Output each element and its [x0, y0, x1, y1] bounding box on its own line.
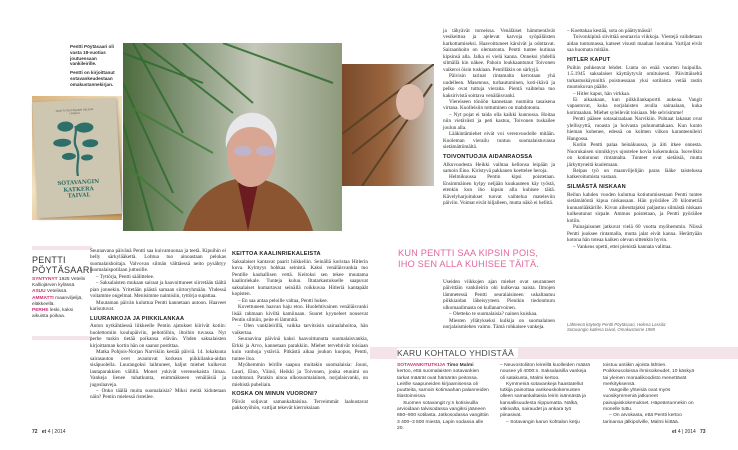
body-paragraph: Myöhemmin leirille saapuu muitakin suomalaisia: Jouni, Lauri, Eino, Väinö, Heikki ja Toivonen, jonka etunimi on unohtunut. Parakin ainoa ulkosuomalainen, norjalaisvanki, on miehistä puheliain. [232, 362, 368, 388]
body-paragraph: – Hitler kaput, hän virkkaa. [573, 90, 631, 97]
pull-quote-line: IHO SEN ALLA KUHISEE TÄITÄ. [398, 258, 540, 269]
fact-born [32, 277, 90, 289]
sidebar-top-bar [32, 246, 92, 250]
pull-quote-line: KUN PENTTI SAA KIPSIN POIS, [398, 248, 539, 258]
body-paragraph: – Koettakaa kestää, sota on päättymässä! [567, 28, 652, 34]
body-paragraph: Painajaisunet jatkuvat vielä 60 vuotta myöhemmin. Niissä Pentti juoksee rintamalla, mutta jalat eivät kanna. Herättyään kotona hän toteaa kaiken olevan sittenkin hyvin. [567, 224, 702, 244]
tree-illustration [51, 117, 102, 177]
book-authors: PENTTI PÖYTÄSAARI HELENA LASSILA [55, 108, 94, 116]
info-box-lead [397, 363, 489, 401]
footer-left [32, 429, 66, 435]
fact-label: PERHE [32, 308, 49, 314]
page-number: 72 [32, 429, 38, 435]
issue-number: 4 | 2014 [47, 429, 66, 435]
info-box-title: KARU KOHTALO YHDISTÄÄ [397, 348, 518, 358]
fact-family [32, 308, 90, 320]
box-paragraph: – On arvokasta, että Pentti kertoo tarinansa jälkipolville, Malmi kiittää. [603, 413, 682, 425]
box-paragraph: Suomen sotavangit ry:n kotisivuilla arvioidaan talvisodassa vangiksi jääneen 850–900 sotilasta. Jatkosodassa vangittiin 3 400–3 500 miestä, Lapin sodassa alle 20. [397, 400, 489, 431]
body-paragraph: – Saksalaisten mukaan sairaat ja haavoittuneet siirretään täältä pian jonnekin. Yritetään päästä samaan siirtoryhmään. Yhdessä voitamme ongelmat. Menisimme naimisiin, tyttörja supattaa. [90, 280, 226, 300]
source-caption: Lähteenä käytetty Pentti Pöytäsaari, Helena Lassila: Sotavangin katkera taival, Omakustanne 1989 [567, 322, 667, 333]
body-paragraph: Kovettuneen haavan haju etoo. Huolehtivainen venäläisvanki lisää rahmaan kiviltä kamiinaan. Suuret kyyneleet nousevat Pentin silmiin, peite ei lämmitä. [232, 304, 368, 324]
article-column-2 [232, 248, 368, 412]
book-cover [32, 98, 122, 218]
hand-illustration [342, 64, 434, 186]
fact-label: AMMATTI [32, 295, 54, 301]
book-title-line: TAIVAL [67, 192, 91, 200]
body-paragraph: – Oletteko te suomalaisia? nainen kuiskaa. [449, 311, 538, 318]
person-last-name: PÖYTÄSAARI [32, 264, 93, 275]
body-paragraph: Reilun kahden vuoden kuluttua kotiutumisestaan Pentti tuntee sietämätöntä kipua niskassaan. Hän pyöräilee 20 kilometriä kunnanlääkärille. Kivun aiheuttajaksi paljastuu silmästä niskaan kulkeutunut sirpale. Ammus poistetaan, ja Pentti pyöräilee kotiin. [567, 191, 702, 224]
body-paragraph: Ei aikaakaan, kun piikkilankaportti aukeaa. Vangit vapautuvat, kuka norjalaisten avulla sairaalaan, kuka kotimaahan. Miehet syleilevät toisiaan. Me selvisimme! [567, 97, 702, 116]
body-paragraph: Pentti pääsee sotasairaalaan Narvikiin. Puhtaat lakanat ovat ylellisyyttä, ruoasta ja hoivasta puhumattakaan. Kun kunto hieman kohenee, edessä on kolmen viikon karanteenileiri Hangossa. [567, 116, 702, 142]
fact-value: Vetelissä. [45, 289, 68, 295]
body-paragraph: Puihin puhkeavat lehdet. Lunta on enää vuorten huipuilla. 1.5.1945 saksalaiset käyttäytyvät omituisesti. Päivittäiseltä tarkastuskäynniltä poistuessaan yksi sotilaista vetää rastin muotokuvan päälle. [567, 64, 702, 91]
hand-photo [342, 64, 434, 186]
fact-value: maanviljelijä, eläkkeellä. [32, 295, 83, 307]
magazine-logo: et [672, 429, 677, 435]
body-paragraph: ja tähyävät torneissa. Venäläiset hämmentävät vesikeittoa ja ajelevat karvoja syöpäläisten karkottamiseksi. Haavoittuneet kärsivät ja odottavat. Sairaanhoito on olematonta. Pentti tuntee kutinaa kipsinsä alla. Jalka ei vielä kanna. Onneksi yhdellä silmällä kin näkee. Pahoin loukkaantunut Toivonen vaikeroi öisin tuskiaan. Pentilläkin on särkyjä. [443, 28, 555, 73]
body-paragraph: – Onko täällä muita suomalaisia? Miksi meitä kidutetaan näin? Pentin mielessä risteilee. [90, 388, 226, 401]
body-paragraph: Toivonkipinä siivittää seuraavia viikkoja. Viestejä vaihdetaan aidan tuntumassa, katseet visusti maahan luotuina. Vartijat eivät saa huomata mitään. [567, 34, 702, 54]
caption-2: Pentti on kirjoittanut sotavankeudestaan omakustannekirjan. [70, 70, 115, 87]
section-heading: LUURANKOJA JA PIIKKILANKAA [90, 315, 185, 322]
box-paragraph: – Sotavangin karun kohtalon ketju [506, 419, 580, 425]
box-paragraph: Kymmeniä sotavankeja haastatellut tutkija painottaa vankeuskokemusten olleen samankaltaisia leirin isännästä ja kansallisuudesta riippumatta. Nälkä, väkivalta, sairaudet ja ankara työ piinasivat. [500, 381, 586, 419]
body-paragraph: Auton nytkähtäessä liikkeelle Pentin ajatukset kiirivät kotiin: huolettomiin koulupäiviin, peltotöihin, iltoihin tuvassa. Nyt perhe tuskin tietää poikansa elävän. Yhden saksalaisten kirjoittaman kortin hän on saanut postittaa. [90, 323, 226, 349]
body-paragraph: Seuraavana päivänä Pentti saa kuivamuonaa ja teetä. Kipuihin ei helly särkylääkettä. Lohtua tuo ainoastaan pelokas suomalaishoitaja. Valvovan silmän välttäessä neito pysähtyy suomalaispotilaan juttusille. [90, 248, 226, 274]
footer-right [672, 429, 706, 435]
section-heading: HITLER KAPUT [567, 56, 611, 63]
section-heading: KEITTOA KAALINRIEKALEISTA [232, 251, 321, 257]
book-title [46, 178, 111, 201]
body-paragraph: Päivät soljuvat samankaltaisina. Terveimmät laahustavat pakkotyöhön, vartijat tekevät kierroksiaan [232, 398, 368, 412]
person-name [32, 255, 93, 275]
body-paragraph: Päivisin tarinat rintamalta kerrotaan yhä uudelleen. Masennus, turhautuminen, koti-ikävä ja pelko ovat tuttuja vieraita. Pientä vaihtelua tuo kaksirivistä soittava venäläisvanki. [443, 73, 555, 99]
photo-captions [70, 44, 122, 91]
info-box-column-1 [397, 363, 489, 432]
book-title-line: SOTAVANGIN [57, 178, 100, 188]
caption-1: Pentti Pöytäsaari oli vasta 18-vuotias joutuessaan vankileirille. [70, 44, 114, 67]
body-paragraph: Lääkintämiehet eivät voi verenvuodolle mitään. Kuoleman vierailu tuntuu suomalaistuvassa sietämättömältä. [443, 131, 555, 151]
box-paragraph: Vangeille yhteisiä ovat myös vuosikymmeniä jatkuneet painajaiskokemukset. Häpeäntunnekin on monelle tuttu. [603, 388, 694, 413]
section-heading: TOIVONTUOJIA AIDANRAOSSA [443, 153, 533, 160]
book-photo [32, 96, 122, 220]
person-factbox [32, 255, 93, 320]
info-box-header [370, 347, 738, 359]
fact-label: ASUU [32, 289, 46, 295]
body-paragraph: Seuraavina päivinä kaksi haavoittunutta suomalaisvankia, Erkki ja Arvo, kannetaan parakkiin. Miehet tervehtivät toisiaan kuin vanhoja ystäviä. Pitkästä aikaa joukon kuopus, Pentti, tuntee iloa. [232, 336, 368, 362]
body-paragraph: Miesten yllätykseksi kulkija on suomalainen norjalaismiehen vaimo. Tämä rohkaisee vankeja. [443, 317, 555, 331]
body-paragraph: Muutaman päivän kuluttua Pentti kannetaan autoon. Haaveet karisutuvat. [90, 299, 226, 313]
body-paragraph: Reipas työ on maanviljelijän paras lääke taistelussa katkeroitumista vastaan. [567, 168, 702, 181]
person-first-name: PENTTI [32, 255, 66, 265]
article-column-3 [443, 28, 555, 207]
book-title-line: KATKERA [63, 185, 95, 194]
box-paragraph: toistuu antiikin ajoista lähtien. Poikkeusoloissa ihmisoikeudet, 10 käskyä tai yleinen moraalikoodisto menettävät merkityksensä. [603, 363, 695, 387]
info-box-column-3 [603, 363, 699, 426]
body-paragraph: – Olen vankileirillä, vaikka tarvitsisin sairaalahoitoa, hän vaikertaa. [232, 323, 368, 336]
article-column-1 [90, 248, 226, 401]
body-paragraph: – En saa antaa peloille valtaa, Pentti hokee. [238, 297, 329, 304]
fact-occupation [32, 296, 90, 308]
lead-label: SOTAVANKITUTKIJA [397, 363, 446, 368]
magazine-logo: et [41, 429, 47, 435]
body-paragraph: Helmikuussa Pentin kipsi poistetaan. Ensimmäinen kylpy neljään kuukauteen käy työstä, etenkin kun iho kipsin alla kuhisee täitä. Kävelyharjoitukset tuovat vaihtelua mateleviin päiviin. Voimat eivät hiljalleen, mutta näkö ei hellitä. [443, 174, 555, 207]
article-column-quote [443, 279, 555, 331]
body-paragraph: – Vankeus opetti, ettei pienistä kannata valittaa. [573, 243, 672, 250]
body-paragraph: Viereiseen tönöön kannetaan ruumiita tasaisena virtana. Kuolleisiin tottuminen on mahdotonta. [443, 98, 555, 112]
body-paragraph: Alkuvuodesta Heikki vaihtaa kellonsa leipään ja samoin Eino. Kiristyvä pakkanen koettelee heroja. [443, 161, 555, 175]
box-paragraph: – Neuvostoliiton leireillä kuolleiden määrä nousee yli 4000:n. Saksalaisilla vankeja oli satakunta, Malmi kertoo. [500, 363, 590, 381]
body-paragraph: Matka Pohjois-Norjan Narvikiin kestää päiviä. 14. lokakuuta sairasauton ovet avautuvat korkean piikkilanka-aidan sisäpuolella. Luurangoksi laihtuneet, kaljut miehet kulkevat lautaparakkien välillä. Monet yskivät verensekaista limaa. Vankeja lienee tuhatkunta, enimmäkseen venäläisiä ja jugoslaaveja. [90, 349, 226, 388]
pull-quote [398, 248, 558, 269]
sidebar-bottom-bar [32, 336, 92, 340]
info-box-column-2 [500, 363, 592, 426]
body-paragraph: – Tyttörja, Pentti säälittelee. [96, 273, 155, 280]
body-paragraph: Kotiin Pentti palaa heinäkuussa, ja äiti itkee onnesta. Nuorukaisen sinnikkyys ujostelee kovia kokemuksia. Isovelikin on kotiutunut rintamalta. Tunteet ovat sietäisiä, mutta järkyttyneitä kuulemaan. [567, 142, 702, 168]
fact-value: leski, kaksi aikuista poikaa. [32, 308, 74, 320]
body-paragraph: Saksalaiset kantavat paarit hökkeliin. Seinällä koristaa Hitlerin kuva. Kylmyys hohkaa seinistä. Kaksi venäläisvankia tuo Pentille kauhallisen vettä. Keitoksi sen tekee muutama kaalinriekale. Tunteja kuluu. Iltatarkastukselle saapuvat saksalaiset kumartavat seinällä roikkuvaa Hitleriä kantapäät kopisten. [232, 258, 368, 298]
section-heading: SILMÄSTÄ NISKAAN [567, 183, 626, 190]
body-paragraph: Useiden viikkojen ajan miehet ovat seuranneet päivittäin vankileirin ohi kulkevaa naista. Ilmojen lämmetessä Pentti seuralaisineen uskaltautuu piikkiaidan läheisyyteen. Pienikin tiedonmuru ulkomaailmasta on kullanarvoinen. [443, 279, 555, 311]
lead-text: kertoo, että suomalaisten sotavankien tarkat määrät ovat hämärän peitossa. Leirille saapuneiden kirjaamisessa oli puutteita, samoin kotimaahan palanneiden tilastoinnissa. [397, 369, 489, 400]
expert-name: Timo Malmi [446, 363, 474, 368]
section-heading: KOSKA ON MINUN VUORONI? [232, 391, 318, 398]
fact-value: 1925 Vetelin Kalliojärven kylässä. [32, 277, 86, 289]
page-number: 73 [700, 429, 706, 435]
fact-label: SYNTYNYT [32, 277, 58, 282]
article-column-4 [567, 28, 702, 250]
portrait-photo [123, 43, 342, 231]
portrait-illustration [123, 43, 342, 231]
body-paragraph: – Nyt pojat ei taida olla kaikki kunnossa. Hoitaa niin vietävästi ja peti kastuu, Toivonen tuskailee joulun alla. [443, 111, 555, 131]
issue-number: 4 | 2014 [677, 429, 696, 435]
